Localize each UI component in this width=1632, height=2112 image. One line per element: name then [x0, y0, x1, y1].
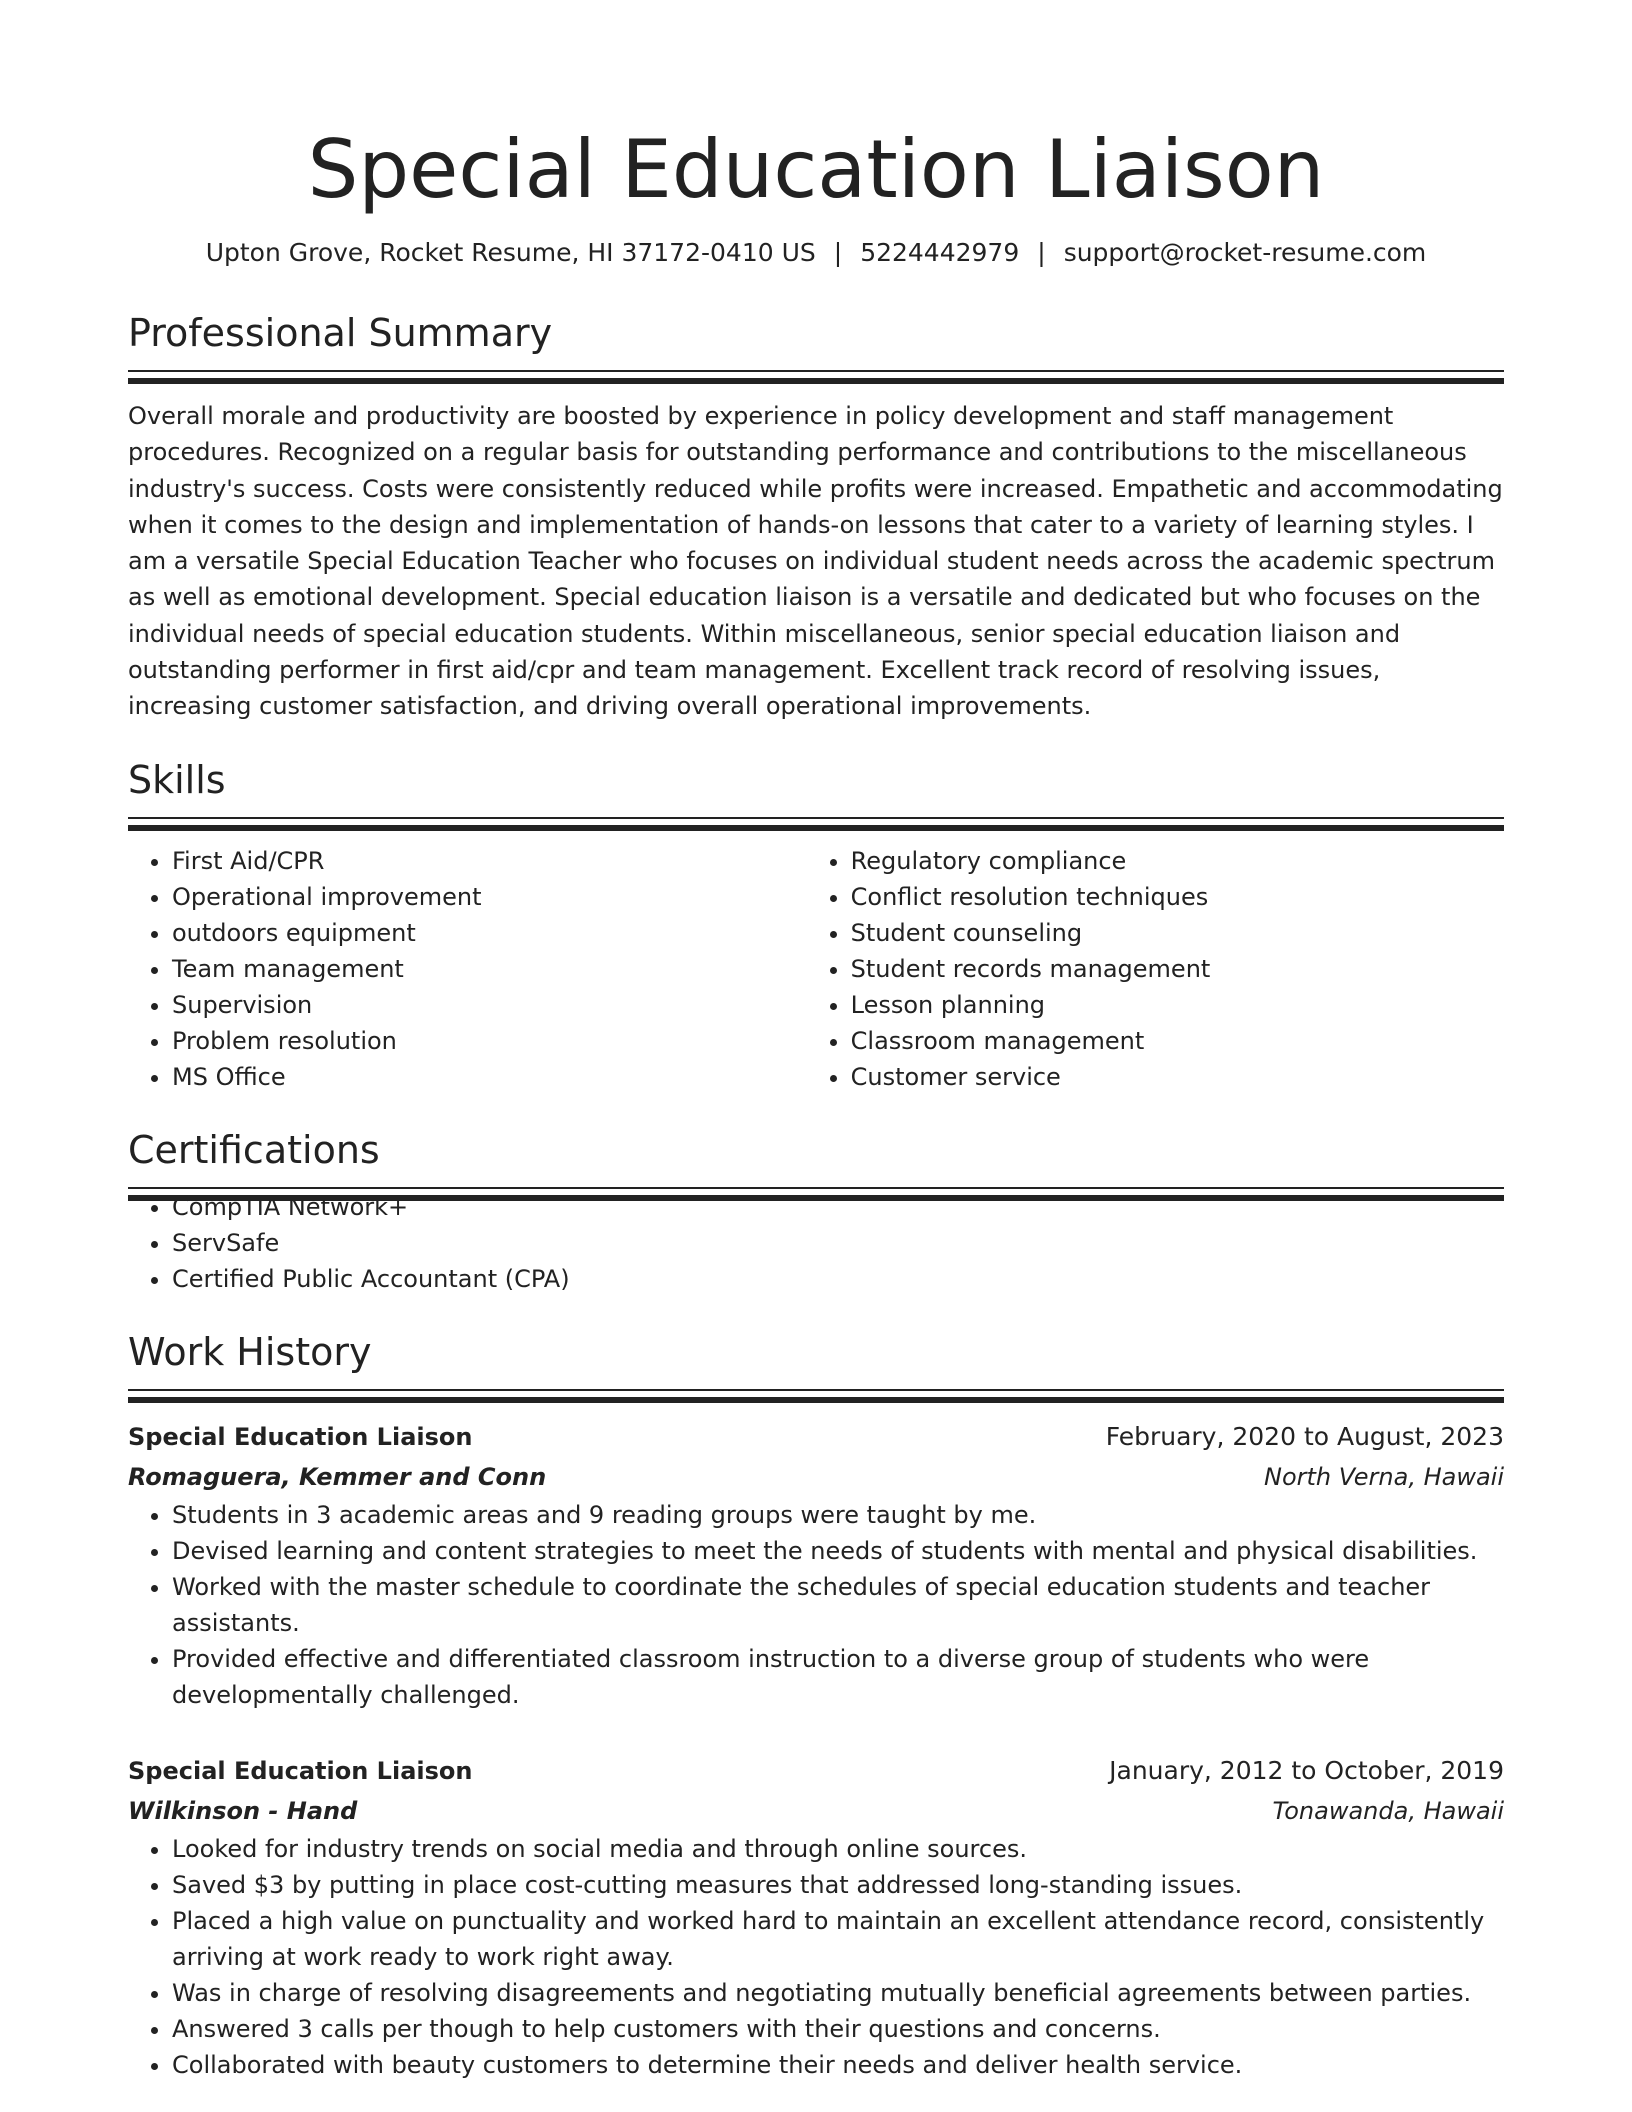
job-location: Tonawanda, Hawaii	[1272, 1796, 1504, 1825]
section-divider	[128, 1389, 1504, 1391]
contact-email: support@rocket-resume.com	[1063, 238, 1427, 267]
contact-separator: |	[833, 238, 843, 267]
job-bullet: • Worked with the master schedule to coordinate the schedules of special education students and teacher assistants.	[172, 1569, 1504, 1641]
skills-grid	[128, 843, 1504, 1095]
skill-item: • outdoors equipment	[172, 915, 807, 951]
summary-section	[128, 308, 1504, 725]
skill-item: • First Aid/CPR	[172, 843, 807, 879]
job-dates: January, 2012 to October, 2019	[1109, 1755, 1504, 1785]
section-heading-summary: Professional Summary	[128, 311, 553, 355]
job-bullet: • Collaborated with beauty customers to determine their needs and deliver health service.	[172, 2047, 1504, 2083]
skill-item: • Customer service	[851, 1059, 1504, 1095]
job-bullet: • Looked for industry trends on social media and through online sources.	[172, 1831, 1504, 1867]
job-company-row	[128, 1457, 1504, 1497]
contact-phone: 5224442979	[860, 238, 1020, 267]
certification-item: • ServSafe	[172, 1225, 1504, 1261]
section-divider	[128, 1187, 1504, 1189]
job-company: Romaguera, Kemmer and Conn	[128, 1462, 547, 1491]
skill-item: • Supervision	[172, 987, 807, 1023]
skill-item: • Conflict resolution techniques	[851, 879, 1504, 915]
job-bullet: • Placed a high value on punctuality and worked hard to maintain an excellent attendance record, consistently arriving at work ready to work right away.	[172, 1903, 1504, 1975]
skill-item: • Student counseling	[851, 915, 1504, 951]
section-divider	[128, 370, 1504, 372]
resume-page	[128, 0, 1504, 2083]
job-entry	[128, 1417, 1504, 1713]
skill-item: • Operational improvement	[172, 879, 807, 915]
certifications-section	[128, 1125, 1504, 1297]
job-title: Special Education Liaison	[128, 1756, 473, 1785]
section-heading-certifications: Certifications	[128, 1127, 380, 1172]
contact-line	[128, 236, 1504, 270]
job-header-row	[128, 1751, 1504, 1791]
job-bullet: • Saved $3 by putting in place cost-cutting measures that addressed long-standing issues.	[172, 1867, 1504, 1903]
skill-item: • Lesson planning	[851, 987, 1504, 1023]
job-bullet-list	[128, 1831, 1504, 2083]
summary-text: Overall morale and productivity are boosted by experience in policy development and staff management procedures. Recognized on a regular basis for outstanding performance and contributions to the miscellaneous industry's success. Costs were consistently reduced while profits were increased. Empathetic and accommodating when it comes to the design and implementation of hands-on lessons that cater to a variety of learning styles. I am a versatile Special Education Teacher who focuses on individual student needs across the academic spectrum as well as emotional development. Special education liaison is a versatile and dedicated but who focuses on the individual needs of special education students. Within miscellaneous, senior special education liaison and outstanding performer in first aid/cpr and team management. Excellent track record of resolving issues, increasing customer satisfaction, and driving overall operational improvements.	[128, 402, 1503, 721]
job-title: Special Education Liaison	[128, 1422, 473, 1451]
skill-item: • Regulatory compliance	[851, 843, 1504, 879]
job-bullet-list	[128, 1497, 1504, 1713]
section-heading-work-history: Work History	[128, 1329, 372, 1374]
skills-list-left	[128, 843, 807, 1095]
job-bullet: • Students in 3 academic areas and 9 reading groups were taught by me.	[172, 1497, 1504, 1533]
skill-item: • Team management	[172, 951, 807, 987]
skill-item: • Student records management	[851, 951, 1504, 987]
skill-item: • Problem resolution	[172, 1023, 807, 1059]
job-bullet: • Answered 3 calls per though to help customers with their questions and concerns.	[172, 2011, 1504, 2047]
skills-list-right	[807, 843, 1504, 1095]
resume-title: Special Education Liaison	[307, 123, 1325, 216]
job-bullet: • Devised learning and content strategies to meet the needs of students with mental and physical disabilities.	[172, 1533, 1504, 1569]
certification-item: • Certified Public Accountant (CPA)	[172, 1261, 1504, 1297]
job-company: Wilkinson - Hand	[128, 1796, 358, 1825]
certification-item: • CompTIA Network+	[172, 1189, 1504, 1225]
job-company-row	[128, 1791, 1504, 1831]
skill-item: • MS Office	[172, 1059, 807, 1095]
contact-separator: |	[1037, 238, 1046, 267]
section-divider	[128, 817, 1504, 819]
skills-section	[128, 755, 1504, 1095]
job-entry	[128, 1751, 1504, 2083]
job-dates: February, 2020 to August, 2023	[1105, 1421, 1504, 1451]
job-bullet: • Was in charge of resolving disagreements and negotiating mutually beneficial agreements between parties.	[172, 1975, 1504, 2011]
job-location: North Verna, Hawaii	[1264, 1462, 1504, 1491]
certifications-list	[128, 1189, 1504, 1297]
job-header-row	[128, 1417, 1504, 1457]
contact-address: Upton Grove, Rocket Resume, HI 37172-0410 US	[205, 238, 816, 267]
skill-item: • Classroom management	[851, 1023, 1504, 1059]
work-history-section	[128, 1327, 1504, 2083]
job-bullet: • Provided effective and differentiated classroom instruction to a diverse group of students who were developmentally challenged.	[172, 1641, 1504, 1713]
section-heading-skills: Skills	[128, 757, 226, 802]
